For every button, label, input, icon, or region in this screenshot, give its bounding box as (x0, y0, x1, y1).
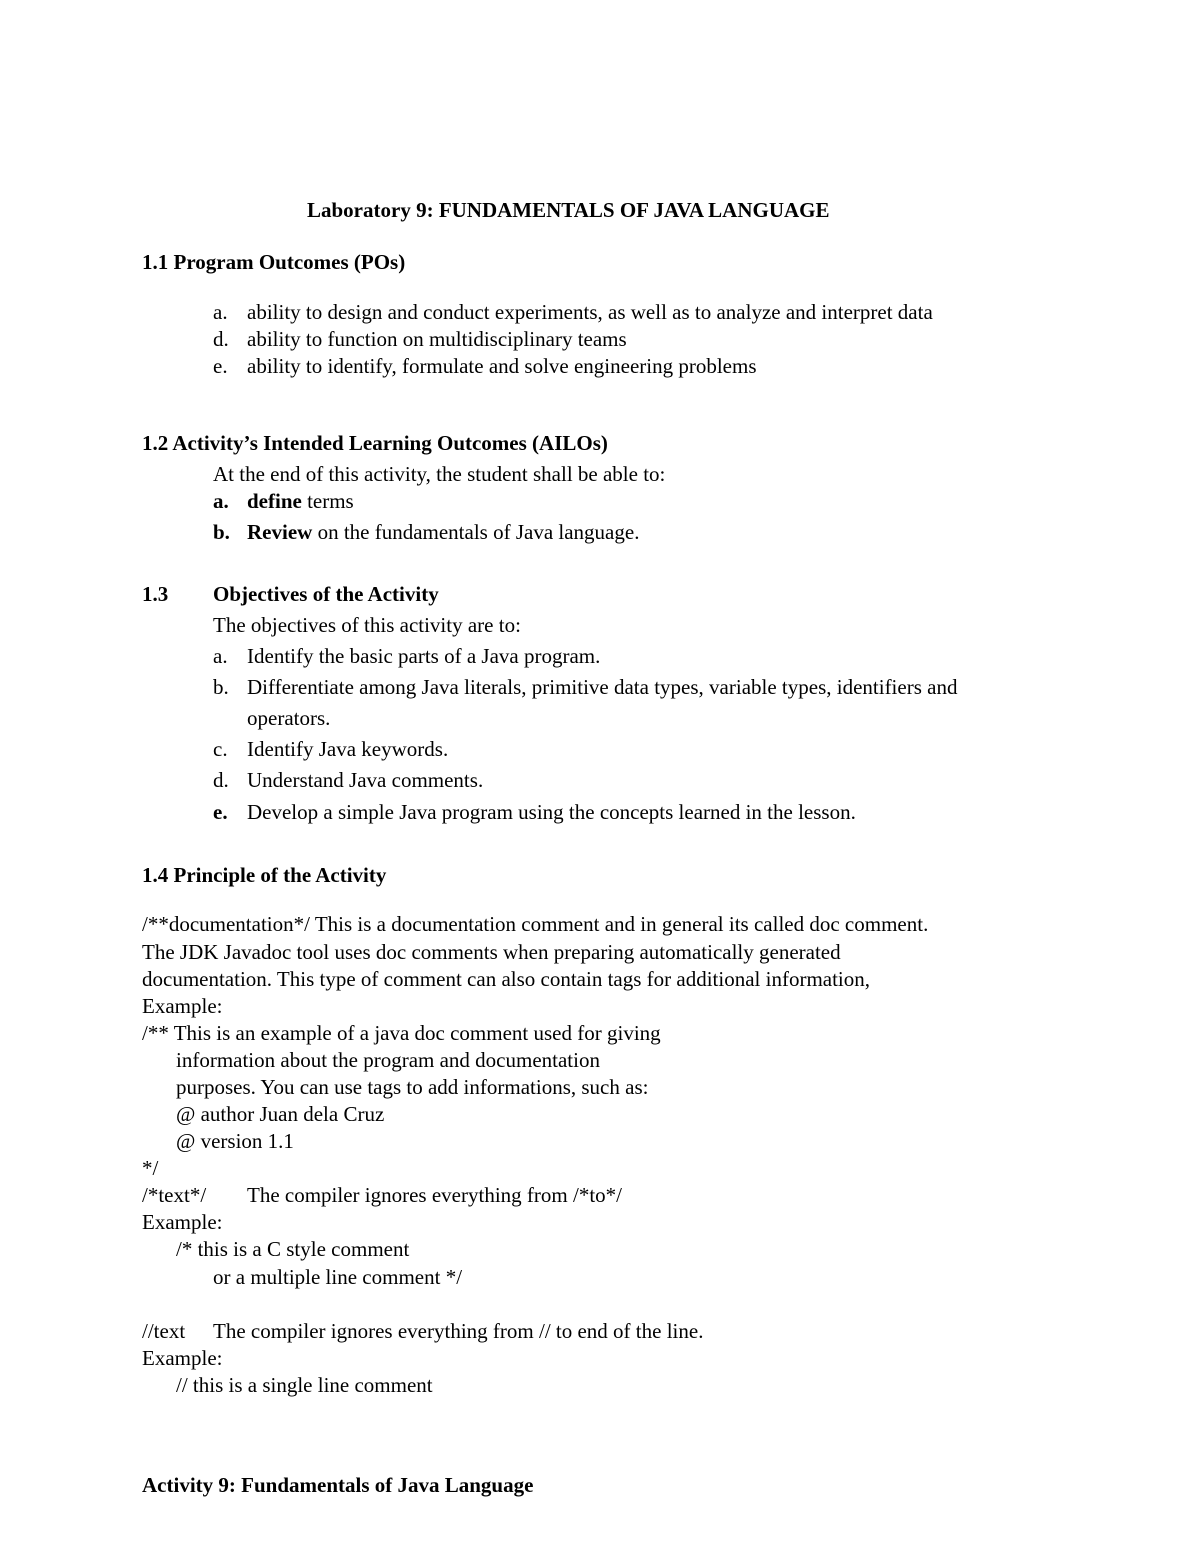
list-item: Identify the basic parts of a Java program. (247, 644, 601, 668)
section-heading-ailos: 1.2 Activity’s Intended Learning Outcomes (AILOs) (142, 431, 608, 455)
list-item: ability to function on multidisciplinary teams (247, 327, 627, 351)
example-label: Example: (142, 1346, 223, 1370)
code-line: /* this is a C style comment (176, 1237, 410, 1261)
list-marker: e. (213, 800, 228, 824)
list-item: Differentiate among Java literals, primitive data types, variable types, identifiers and (247, 675, 958, 699)
section-number: 1.3 (142, 582, 169, 606)
list-marker: a. (213, 489, 229, 513)
list-marker: b. (213, 675, 229, 699)
list-item: Identify Java keywords. (247, 737, 449, 761)
list-item-text: on the fundamentals of Java language. (312, 520, 640, 544)
list-item-continuation: operators. (247, 706, 331, 730)
section-intro: At the end of this activity, the student shall be able to: (213, 462, 666, 486)
list-marker: b. (213, 520, 230, 544)
list-item-keyword: define (247, 489, 302, 513)
body-line: The JDK Javadoc tool uses doc comments when preparing automatically generated (142, 940, 841, 964)
list-marker: c. (213, 737, 228, 761)
section-heading-objectives: Objectives of the Activity (213, 582, 439, 606)
code-line: @ author Juan dela Cruz (176, 1102, 385, 1126)
list-marker: d. (213, 327, 229, 351)
comment-syntax: /*text*/ (142, 1183, 207, 1207)
list-item: Develop a simple Java program using the concepts learned in the lesson. (247, 800, 856, 824)
list-item: ability to design and conduct experiments, as well as to analyze and interpret data (247, 300, 933, 324)
page-title: Laboratory 9: FUNDAMENTALS OF JAVA LANGUAGE (307, 198, 830, 222)
code-line: purposes. You can use tags to add informations, such as: (176, 1075, 649, 1099)
list-marker: a. (213, 644, 228, 668)
comment-description: The compiler ignores everything from /*to*/ (247, 1183, 622, 1207)
comment-syntax: //text (142, 1319, 186, 1343)
activity-heading: Activity 9: Fundamentals of Java Language (142, 1473, 534, 1497)
body-line: /**documentation*/ This is a documentation comment and in general its called doc comment. (142, 912, 929, 936)
example-label: Example: (142, 1210, 223, 1234)
list-marker: e. (213, 354, 228, 378)
example-label: Example: (142, 994, 223, 1018)
code-line: /** This is an example of a java doc comment used for giving (142, 1021, 661, 1045)
section-heading-program-outcomes: 1.1 Program Outcomes (POs) (142, 250, 406, 274)
code-line: information about the program and documentation (176, 1048, 600, 1072)
code-line: @ version 1.1 (176, 1129, 294, 1153)
list-item (247, 522, 639, 543)
section-heading-principle: 1.4 Principle of the Activity (142, 863, 387, 887)
body-line: documentation. This type of comment can also contain tags for additional information, (142, 967, 871, 991)
code-line: */ (142, 1156, 159, 1180)
list-marker: a. (213, 300, 228, 324)
comment-description: The compiler ignores everything from // to end of the line. (213, 1319, 704, 1343)
list-item (247, 491, 354, 512)
list-item-text: terms (301, 489, 354, 513)
code-line: // this is a single line comment (176, 1373, 433, 1397)
section-intro: The objectives of this activity are to: (213, 613, 521, 637)
list-marker: d. (213, 768, 229, 792)
list-item: ability to identify, formulate and solve engineering problems (247, 354, 757, 378)
list-item: Understand Java comments. (247, 768, 484, 792)
list-item-keyword: Review (247, 520, 313, 544)
code-line: or a multiple line comment */ (213, 1265, 463, 1289)
